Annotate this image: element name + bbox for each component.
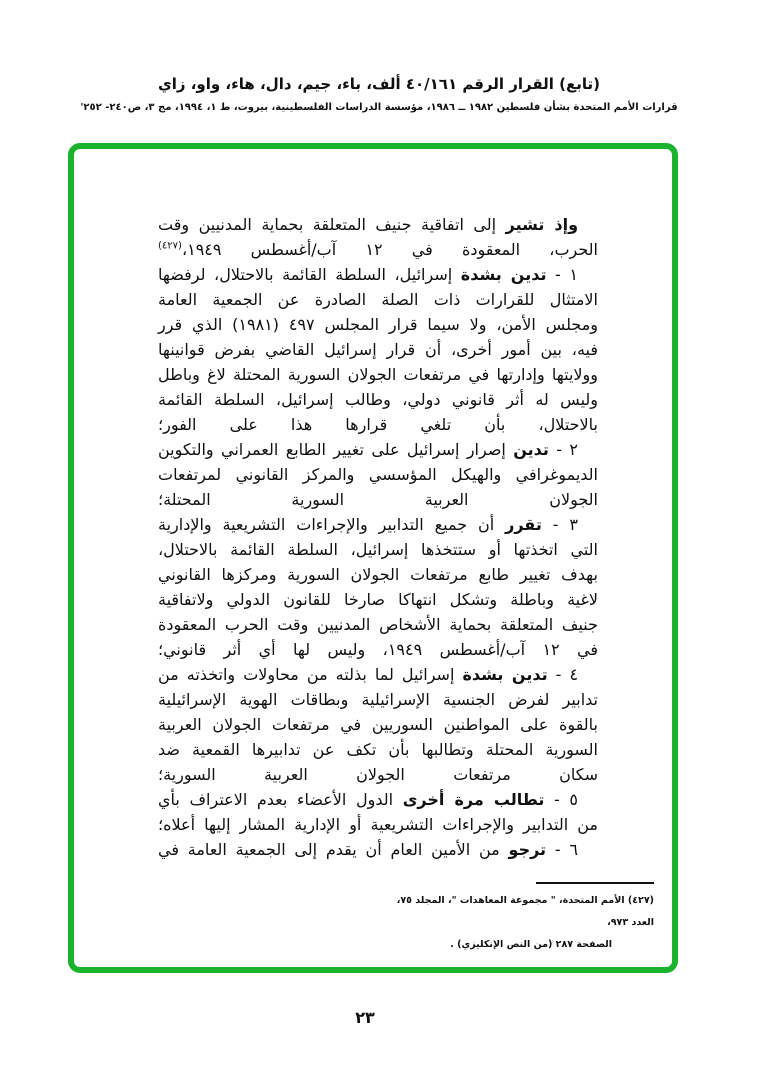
resolution-text-body bbox=[158, 212, 598, 862]
paragraph-text: الدول الأعضاء بعدم الاعتراف بأي من التدابير والإجراءات التشريعية أو الإدارية المشار إليها أعلاه؛ bbox=[158, 790, 598, 834]
paragraph-text: إسرائيل، السلطة القائمة بالاحتلال، لرفضها الامتثال للقرارات ذات الصلة الصادرة عن الجمعية العامة ومجلس الأمن، ولا سيما قرار المجلس ٤٩٧ (١٩٨١) الذي قرر فيه، بين أمور أخرى، أن قرار إسرائيل القاضي بفرض قوانينها وولايتها وإدارتها في مرتفعات الجولان السورية المحتلة لاغ وباطل وليس له أثر قانوني دولي، وطالب إسرائيل، السلطة القائمة بالاحتلال، بأن تلغي قرارها هذا على الفور؛ bbox=[158, 265, 598, 434]
paragraph-text: من الأمين العام أن يقدم إلى الجمعية العامة في bbox=[158, 840, 509, 859]
paragraph-number: ٥ - bbox=[544, 790, 579, 809]
footnote-block bbox=[378, 890, 654, 956]
footnote-line-1: (٤٢٧) الأمم المتحدة، " مجموعة المعاهدات "، المجلد ٧٥، العدد ٩٧٣، bbox=[396, 895, 654, 928]
resolution-title: (تابع) القرار الرقم ٤٠/١٦١ ألف، باء، جيم، دال، هاء، واو، زاي bbox=[157, 75, 601, 93]
paragraph-lead: تدين bbox=[513, 440, 549, 459]
resolution-paragraph bbox=[158, 837, 598, 862]
paragraph-lead: تقرر bbox=[505, 515, 542, 534]
paragraph-number: ٦ - bbox=[546, 840, 578, 859]
paragraph-number: ١ - bbox=[546, 265, 579, 284]
paragraph-text: أن جميع التدابير والإجراءات التشريعية والإدارية التي اتخذتها أو ستتخذها إسرائيل، السلطة القائمة بالاحتلال، بهدف تغيير طابع مرتفعات الجولان السورية ومركزها القانوني لاغية وباطلة وتشكل انتهاكا صارخا للقانون الدولي ولاتفاقية جنيف المتعلقة بحماية الأشخاص المدنيين وقت الحرب المعقودة في ١٢ آب/أغسطس ١٩٤٩، وليس لها أي أثر قانوني؛ bbox=[158, 515, 598, 659]
resolution-paragraph bbox=[158, 662, 598, 787]
paragraph-lead: تطالب مرة أخرى bbox=[402, 790, 545, 809]
paragraph-text: إصرار إسرائيل على تغيير الطابع العمراني والتكوين الديموغرافي والهيكل المؤسسي والمركز القانوني لمرتفعات الجولان العربية السورية المحتلة؛ bbox=[158, 440, 598, 509]
page-number: ٢٣ bbox=[355, 1008, 375, 1027]
paragraph-number: ٢ - bbox=[548, 440, 578, 459]
resolution-paragraph bbox=[158, 437, 598, 512]
page-header bbox=[0, 72, 758, 117]
paragraph-lead: وإذ تشير bbox=[505, 215, 579, 234]
paragraph-number: ٤ - bbox=[547, 665, 579, 684]
paragraph-lead: تدين بشدة bbox=[462, 665, 548, 684]
paragraph-lead: تدين بشدة bbox=[460, 265, 547, 284]
paragraph-lead: ترجو bbox=[508, 840, 547, 859]
resolution-paragraph bbox=[158, 212, 598, 262]
source-citation: قرارات الأمم المتحدة بشأن فلسطين ١٩٨٢ ــ ١٩٨٦، مؤسسة الدراسات الفلسطينية، بيروت، ط ١، ١٩٩٤، مج ٣، ص٢٤٠- ٢٥٢' bbox=[80, 102, 678, 113]
footnote-line-2: الصفحة ٢٨٧ (من النص الإنكليزي) . bbox=[450, 939, 612, 950]
footnote-reference-mark: (٤٢٧) bbox=[158, 240, 182, 252]
paragraph-text: إسرائيل لما بذلته من محاولات واتخذته من تدابير لفرض الجنسية الإسرائيلية وبطاقات الهوية الإسرائيلية بالقوة على المواطنين السوريين في مرتفعات الجولان العربية السورية المحتلة وتطالبها بأن تكف عن تدابيرها القمعية ضد سكان مرتفعات الجولان العربية السورية؛ bbox=[158, 665, 598, 784]
paragraph-number: ٣ - bbox=[541, 515, 578, 534]
paragraph-text: إلى اتفاقية جنيف المتعلقة بحماية المدنيين وقت الحرب، المعقودة في ١٢ آب/أغسطس ١٩٤٩، bbox=[158, 215, 598, 259]
footnote-separator-rule bbox=[536, 882, 654, 884]
resolution-paragraph bbox=[158, 787, 598, 837]
resolution-paragraph bbox=[158, 262, 598, 437]
resolution-paragraph bbox=[158, 512, 598, 662]
